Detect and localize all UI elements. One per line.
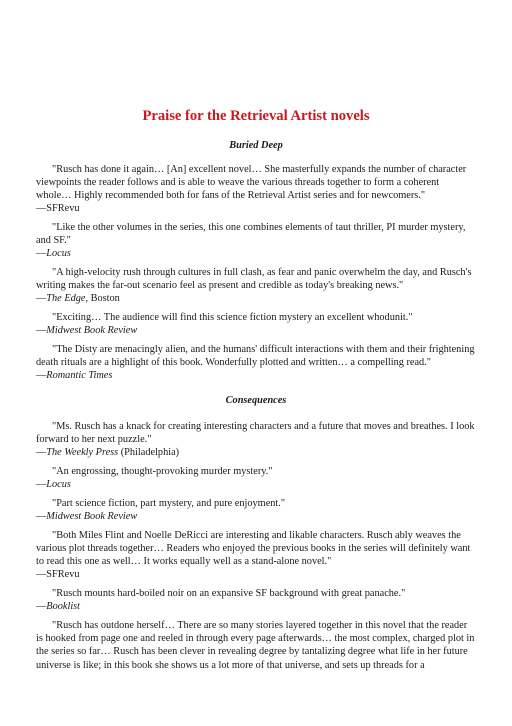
review-quote: "Part science fiction, part mystery, and pure enjoyment." (52, 498, 286, 509)
review-quote: "Like the other volumes in the series, this one combines elements of taut thriller, PI murder mystery, and SF." (36, 222, 466, 247)
review-quote: "Rusch has done it again… [An] excellent novel… She masterfully expands the number of character viewpoints the reader follows and is able to weave the various threads together to form a coherent whole… Highly recommended both for fans of the Retrieval Artist series and for newcomers." (36, 164, 467, 202)
review-source: —SFRevu (36, 569, 80, 580)
review-quote: "A high-velocity rush through cultures in full clash, as fear and panic overwhelm the day, and Rusch's writing makes the far-out scenario feel as present and credible as today's breaking news." (36, 267, 472, 292)
review-source: —Locus (36, 479, 71, 490)
review-source: —Locus (36, 248, 71, 259)
section-heading-buried-deep: Buried Deep (229, 140, 283, 151)
review-quote: "Rusch has outdone herself… There are so many stories layered together in this novel that the reader is hooked from page one and reeled in through every page afterwards… the most complex, charged plot in the series so far… Rusch has been clever in revealing degree by tantalizing degree what life in her future universe is like; in this book she shows us a lot more of that universe, and sets up threads for a (36, 620, 475, 671)
review-quote: "An engrossing, thought-provoking murder mystery." (52, 466, 273, 477)
review-source: —Romantic Times (36, 370, 113, 381)
review-source: —SFRevu (36, 203, 80, 214)
review-quote: "Ms. Rusch has a knack for creating interesting characters and a future that moves and breathes. I look forward to her next puzzle." (36, 421, 475, 446)
page-title: Praise for the Retrieval Artist novels (142, 108, 370, 124)
review-source: —Booklist (36, 601, 81, 612)
review-source: —Midwest Book Review (36, 511, 138, 522)
review-quote: "The Disty are menacingly alien, and the humans' difficult interactions with them and their frightening death rituals are a highlight of this book. Wonderfully plotted and written… a compelling read." (36, 344, 475, 369)
section-heading-consequences: Consequences (225, 395, 287, 406)
review-source: —The Weekly Press (Philadelphia) (36, 447, 180, 458)
review-source: —Midwest Book Review (36, 325, 138, 336)
review-quote: "Both Miles Flint and Noelle DeRicci are interesting and likable characters. Rusch ably weaves the various plot threads together… Readers who enjoyed the previous books in the series will definitely want to read this one as well… It works equally well as a stand-alone novel." (36, 530, 471, 568)
review-source: —The Edge, Boston (36, 293, 120, 304)
review-quote: "Exciting… The audience will find this science fiction mystery an excellent whodunit." (52, 312, 413, 323)
review-quote: "Rusch mounts hard-boiled noir on an expansive SF background with great panache." (52, 588, 406, 599)
